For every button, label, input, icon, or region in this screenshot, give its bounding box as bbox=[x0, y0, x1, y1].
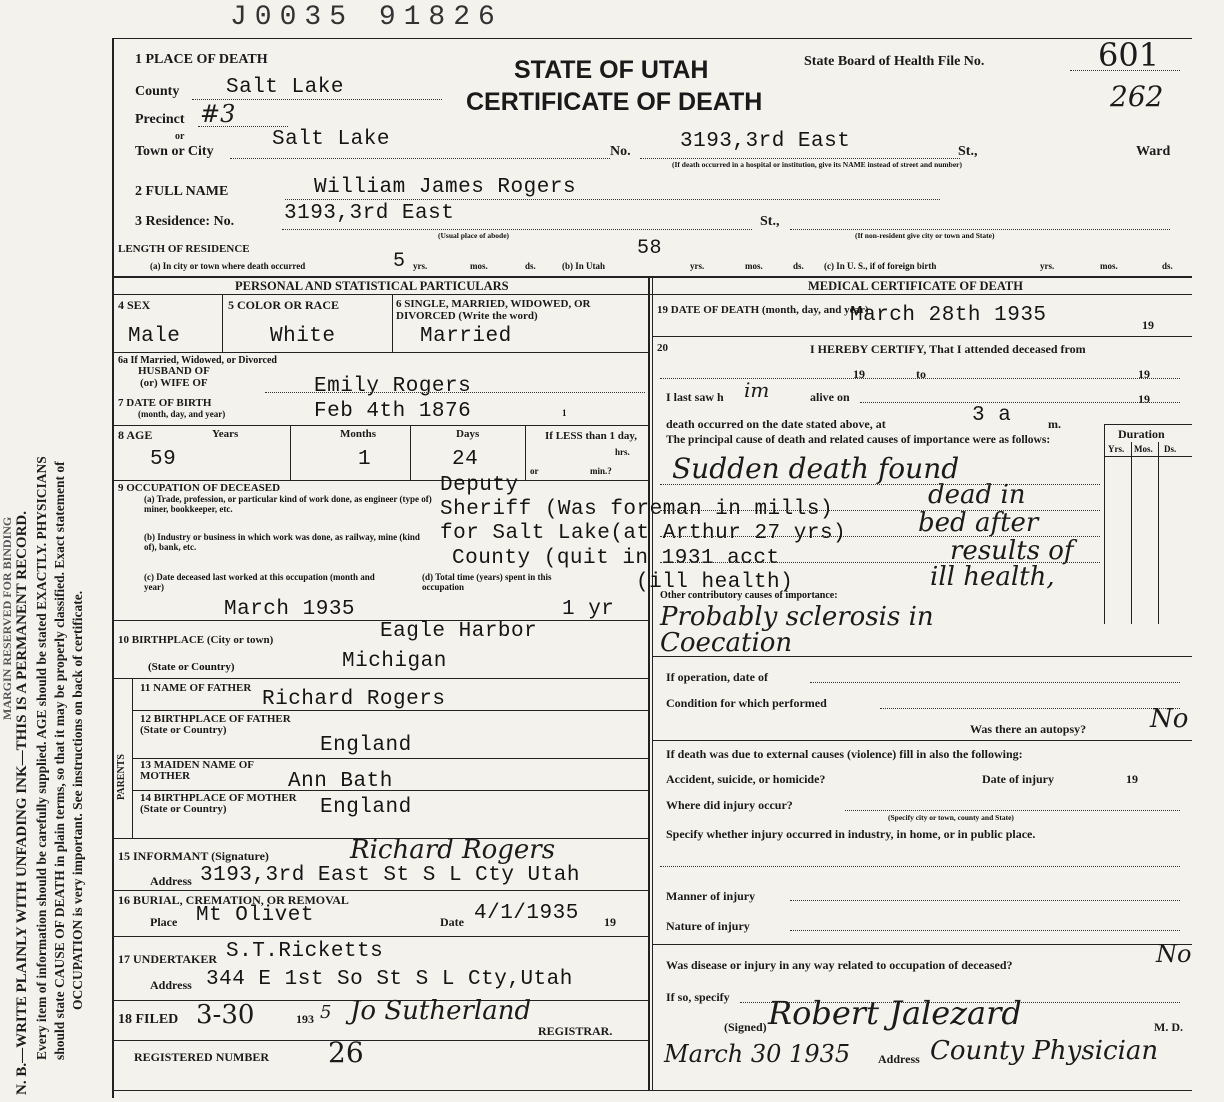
certify-nineteen-1: 19 bbox=[853, 367, 865, 381]
occurred-label: death occurred on the date stated above, at bbox=[666, 417, 886, 431]
age-less-label: If LESS than 1 day, bbox=[545, 430, 638, 442]
mother-value: Ann Bath bbox=[288, 770, 393, 793]
age-hrs: hrs. bbox=[615, 447, 630, 457]
alive-nineteen: 19 bbox=[1138, 392, 1150, 406]
medical-section-title: MEDICAL CERTIFICATE OF DEATH bbox=[808, 279, 1023, 293]
signature-date: March 30 1935 bbox=[664, 1040, 851, 1068]
operation-line bbox=[810, 682, 1180, 683]
spouse-label-c: (or) WIFE OF bbox=[140, 377, 208, 389]
autopsy-label: Was there an autopsy? bbox=[970, 722, 1087, 736]
father-value: Richard Rogers bbox=[262, 688, 446, 711]
row-line-18 bbox=[112, 1040, 648, 1041]
residence-city-years: 5 bbox=[393, 250, 406, 273]
age-or: or bbox=[530, 466, 539, 476]
dob-value: Feb 4th 1876 bbox=[314, 400, 472, 423]
undertaker-address-label: Address bbox=[150, 978, 192, 992]
sig-address-label: Address bbox=[878, 1052, 920, 1066]
med-line-cause bbox=[652, 656, 1192, 657]
burial-place-label: Place bbox=[150, 915, 178, 929]
informant-address-label: Address bbox=[150, 874, 192, 888]
occupation-line-5: (ill health) bbox=[636, 571, 794, 594]
last-saw-label: I last saw h bbox=[666, 390, 724, 404]
occupation-c: (c) Date deceased last worked at this occupation (month and year) bbox=[144, 572, 375, 592]
registrar-signature: Jo Sutherland bbox=[350, 996, 532, 1026]
precinct-value: #3 bbox=[200, 100, 236, 128]
nature-label: Nature of injury bbox=[666, 919, 750, 933]
duration-ds: Ds. bbox=[1164, 444, 1177, 454]
date-of-death: March 28th 1935 bbox=[850, 304, 1047, 327]
duration-div-1 bbox=[1131, 442, 1132, 624]
manner-line bbox=[790, 900, 1180, 901]
duration-header-line bbox=[1104, 456, 1192, 457]
file-number-line bbox=[1070, 70, 1180, 71]
dob-sub: (month, day, and year) bbox=[138, 409, 226, 419]
county-label: County bbox=[135, 84, 180, 99]
registered-number: 26 bbox=[328, 1036, 364, 1069]
burial-label: 16 BURIAL, CREMATION, OR REMOVAL bbox=[118, 893, 349, 907]
town-label: Town or City bbox=[135, 144, 214, 159]
color-divider bbox=[392, 294, 393, 352]
burial-date-label: Date bbox=[440, 915, 464, 929]
cause-3: bed after bbox=[918, 508, 1039, 538]
full-name-value: William James Rogers bbox=[314, 176, 577, 199]
date-of-death-label: 19 DATE OF DEATH (month, day, and year) bbox=[657, 304, 869, 316]
residence-label: 3 Residence: No. bbox=[135, 214, 235, 229]
certify-line bbox=[660, 378, 1180, 379]
contributory-1: Probably sclerosis in bbox=[660, 602, 934, 632]
occupation-label: 9 OCCUPATION OF DECEASED bbox=[118, 482, 281, 494]
ward-label: Ward bbox=[1136, 144, 1171, 159]
margin-instructions-3: OCCUPATION is very important. See instructions on back of certificate. bbox=[70, 590, 85, 1010]
cause-1: Sudden death found bbox=[672, 452, 960, 485]
informant-label: 15 INFORMANT (Signature) bbox=[118, 849, 269, 863]
spouse-value: Emily Rogers bbox=[314, 375, 472, 398]
time-m: m. bbox=[1048, 417, 1061, 431]
certify-to: to bbox=[916, 367, 926, 381]
residence-us-mos: mos. bbox=[1100, 261, 1118, 271]
spouse-label-a: 6a If Married, Widowed, or Divorced bbox=[118, 355, 277, 366]
full-name-label: 2 FULL NAME bbox=[135, 184, 229, 199]
st-label: St., bbox=[958, 144, 978, 159]
condition-line bbox=[880, 708, 1180, 709]
father-label: 11 NAME OF FATHER bbox=[140, 682, 252, 694]
specify-line bbox=[660, 866, 1180, 867]
cause-5: ill health, bbox=[930, 562, 1055, 592]
age-div-2 bbox=[410, 425, 411, 480]
row-line-8 bbox=[112, 480, 648, 481]
occupation-line-3: for Salt Lake(at Arthur 27 yrs) bbox=[440, 522, 847, 545]
signature-address: County Physician bbox=[930, 1036, 1159, 1066]
mother-birthplace-label: 14 BIRTHPLACE OF MOTHER (State or Country) bbox=[140, 792, 297, 815]
residence-ds: ds. bbox=[525, 261, 536, 271]
burial-nineteen: 19 bbox=[604, 915, 616, 929]
informant-signature: Richard Rogers bbox=[350, 835, 556, 865]
filed-date: 3-30 bbox=[196, 1000, 255, 1030]
certificate-title: CERTIFICATE OF DEATH bbox=[466, 88, 763, 116]
duration-left bbox=[1104, 424, 1105, 624]
father-birthplace-label: 12 BIRTHPLACE OF FATHER (State or Country) bbox=[140, 713, 291, 736]
marital-value: Married bbox=[420, 325, 512, 348]
age-months: 1 bbox=[358, 448, 372, 471]
contributory-2: Coecation bbox=[660, 628, 793, 658]
personal-section-title: PERSONAL AND STATISTICAL PARTICULARS bbox=[235, 279, 509, 293]
physician-signature: Robert Jalezard bbox=[768, 994, 1022, 1032]
registrar-label: REGISTRAR. bbox=[538, 1024, 613, 1038]
father-birthplace: England bbox=[320, 734, 412, 757]
occupation-b: (b) Industry or business in which work was done, as railway, mine (kind of), bank, etc. bbox=[144, 532, 420, 552]
row-line-7 bbox=[112, 425, 648, 426]
cause-line-2 bbox=[660, 510, 1100, 511]
md-label: M. D. bbox=[1154, 1020, 1183, 1034]
age-min: min.? bbox=[590, 466, 612, 476]
injury-date-label: Date of injury bbox=[982, 772, 1054, 786]
street-no-label: No. bbox=[610, 144, 631, 159]
place-of-death-label: 1 PLACE OF DEATH bbox=[135, 52, 268, 67]
where-note: (Specify city or town, county and State) bbox=[888, 813, 1014, 822]
residence-utah-label: (b) In Utah bbox=[562, 261, 606, 271]
marital-label: 6 SINGLE, MARRIED, WIDOWED, OR DIVORCED (Write the word) bbox=[396, 298, 591, 322]
related-label: Was disease or injury in any way related to occupation of deceased? bbox=[666, 958, 1013, 972]
or-label: or bbox=[175, 131, 185, 142]
margin-instructions-2: should state CAUSE OF DEATH in plain terms, so that it may be properly classified. Exact statement of bbox=[52, 461, 67, 1060]
row-line-10 bbox=[112, 678, 648, 679]
street-no-value: 3193,3rd East bbox=[680, 130, 851, 153]
accident-label: Accident, suicide, or homicide? bbox=[666, 772, 826, 786]
residence-utah-mos: mos. bbox=[745, 261, 763, 271]
occupation-a: (a) Trade, profession, or particular kind of work done, as engineer (type of) miner, bookkeeper, etc. bbox=[144, 494, 432, 514]
cause-4: results of bbox=[950, 536, 1074, 566]
contributory-label: Other contributory causes of importance: bbox=[660, 590, 838, 601]
file-number: 601 bbox=[1098, 36, 1160, 74]
frame-left bbox=[112, 38, 114, 1098]
filed-year-pre: 193 bbox=[296, 1012, 314, 1026]
row-line-15 bbox=[112, 890, 648, 891]
birthplace-state: Michigan bbox=[342, 650, 447, 673]
row-line-11 bbox=[132, 710, 648, 711]
spouse-label-b: HUSBAND OF bbox=[138, 365, 210, 377]
file-number-sub: 262 bbox=[1110, 80, 1164, 113]
cause-line-1 bbox=[660, 484, 1100, 485]
duration-top bbox=[1104, 424, 1192, 425]
cause-line-3 bbox=[660, 536, 1100, 537]
parents-label: PARENTS bbox=[116, 754, 127, 800]
margin-instructions-1: Every item of information should be carefully supplied. AGE should be stated EXACTLY. PHYSICIANS bbox=[34, 456, 49, 1060]
precinct-label: Precinct bbox=[135, 112, 185, 127]
duration-div-2 bbox=[1158, 442, 1159, 624]
residence-yrs: yrs. bbox=[413, 261, 428, 271]
age-label: 8 AGE bbox=[118, 428, 153, 442]
age-div-3 bbox=[525, 425, 526, 480]
occupation-d: (d) Total time (years) spent in this occupation bbox=[422, 572, 552, 592]
center-divider-2 bbox=[652, 276, 653, 1091]
if-so-label: If so, specify bbox=[666, 990, 730, 1004]
registered-number-label: REGISTERED NUMBER bbox=[134, 1050, 270, 1064]
undertaker-label: 17 UNDERTAKER bbox=[118, 952, 218, 966]
cause-label: The principal cause of death and related causes of importance were as follows: bbox=[666, 434, 1051, 446]
length-of-residence-label: LENGTH OF RESIDENCE bbox=[118, 243, 250, 255]
burial-place: Mt Olivet bbox=[196, 904, 314, 927]
condition-label: Condition for which performed bbox=[666, 696, 827, 710]
nature-line bbox=[790, 930, 1180, 931]
town-value: Salt Lake bbox=[272, 128, 390, 151]
birthplace-city: Eagle Harbor bbox=[380, 620, 538, 643]
residence-st-line bbox=[790, 229, 1170, 230]
injury-nineteen: 19 bbox=[1126, 772, 1138, 786]
filed-label: 18 FILED bbox=[118, 1012, 179, 1027]
dod-nineteen: 19 bbox=[1142, 318, 1154, 332]
burial-date: 4/1/1935 bbox=[474, 902, 579, 925]
residence-us-yrs: yrs. bbox=[1040, 261, 1055, 271]
med-line-injury bbox=[652, 944, 1192, 945]
alive-line bbox=[860, 402, 1180, 403]
occupation-line-2: Sheriff (Was foreman in mills) bbox=[440, 498, 834, 521]
file-stamp: J0035 91826 bbox=[230, 2, 503, 33]
dob-one: 1 bbox=[562, 408, 567, 418]
specify-label: Specify whether injury occurred in industry, in home, or in public place. bbox=[666, 827, 1036, 841]
certify-number: 20 bbox=[657, 342, 668, 354]
age-days: 24 bbox=[452, 448, 479, 471]
color-value: White bbox=[270, 325, 336, 348]
mother-label: 13 MAIDEN NAME OF MOTHER bbox=[140, 759, 254, 782]
town-line bbox=[230, 158, 610, 159]
residence-city-label: (a) In city or town where death occurred bbox=[150, 261, 306, 271]
hospital-note: (If death occurred in a hospital or institution, give its NAME instead of street and number) bbox=[672, 160, 963, 169]
row-line-13 bbox=[132, 790, 648, 791]
row-line-6 bbox=[112, 352, 648, 353]
duration-yrs: Yrs. bbox=[1108, 444, 1125, 454]
nonresident-note: (If non-resident give city or town and State) bbox=[855, 231, 995, 240]
occupation-line-1: Deputy bbox=[440, 474, 519, 497]
state-title: STATE OF UTAH bbox=[514, 56, 709, 84]
last-saw-hand: im bbox=[744, 378, 770, 402]
where-label: Where did injury occur? bbox=[666, 798, 793, 812]
age-days-label: Days bbox=[456, 428, 480, 440]
certify-text: I HEREBY CERTIFY, That I attended deceased from bbox=[810, 342, 1086, 356]
margin-binding: MARGIN RESERVED FOR BINDING bbox=[0, 516, 14, 720]
undertaker-address: 344 E 1st So St S L Cty,Utah bbox=[206, 968, 573, 991]
duration-mos: Mos. bbox=[1134, 444, 1153, 454]
last-worked: March 1935 bbox=[224, 598, 356, 621]
residence-st-label: St., bbox=[760, 214, 780, 229]
residence-utah-ds: ds. bbox=[793, 261, 804, 271]
residence-line bbox=[282, 229, 752, 230]
certify-nineteen-2: 19 bbox=[1138, 367, 1150, 381]
related-answer: No bbox=[1156, 940, 1192, 968]
operation-label: If operation, date of bbox=[666, 670, 768, 684]
external-label: If death was due to external causes (violence) fill in also the following: bbox=[666, 747, 1023, 761]
margin-notice: N. B.—WRITE PLAINLY WITH UNFADING INK—THIS IS A PERMANENT RECORD. bbox=[14, 511, 30, 1095]
sex-label: 4 SEX bbox=[118, 298, 151, 312]
precinct-line bbox=[198, 126, 288, 127]
sex-divider bbox=[222, 294, 223, 352]
duration-label: Duration bbox=[1118, 427, 1165, 441]
med-line-autopsy bbox=[652, 740, 1192, 741]
occupation-line-4: County (quit in 1931 acct bbox=[452, 547, 780, 570]
street-no-line bbox=[640, 158, 960, 159]
residence-utah-years: 58 bbox=[637, 237, 663, 260]
file-number-label: State Board of Health File No. bbox=[804, 54, 985, 69]
frame-bottom bbox=[112, 1090, 1192, 1091]
mother-birthplace: England bbox=[320, 796, 412, 819]
birthplace-state-label: (State or Country) bbox=[148, 661, 235, 673]
row-line-16 bbox=[112, 936, 648, 937]
cause-2: dead in bbox=[928, 480, 1026, 510]
undertaker-value: S.T.Ricketts bbox=[226, 940, 384, 963]
time-of-death: 3 a bbox=[972, 404, 1012, 427]
dob-label: 7 DATE OF BIRTH bbox=[118, 397, 212, 409]
autopsy-answer: No bbox=[1150, 704, 1189, 734]
county-value: Salt Lake bbox=[226, 76, 344, 99]
full-name-line bbox=[285, 199, 940, 200]
residence-value: 3193,3rd East bbox=[284, 202, 455, 225]
center-divider bbox=[648, 276, 650, 1091]
age-years-label: Years bbox=[212, 428, 239, 440]
signed-label: (Signed) bbox=[724, 1020, 767, 1034]
total-time: 1 yr bbox=[562, 598, 615, 621]
manner-label: Manner of injury bbox=[666, 889, 756, 903]
cause-line-4 bbox=[660, 562, 1100, 563]
alive-on-label: alive on bbox=[810, 390, 850, 404]
color-label: 5 COLOR OR RACE bbox=[228, 298, 340, 312]
residence-us-label: (c) In U. S., if of foreign birth bbox=[824, 261, 937, 271]
residence-us-ds: ds. bbox=[1162, 261, 1173, 271]
spouse-line bbox=[265, 392, 645, 393]
age-months-label: Months bbox=[340, 428, 377, 440]
med-line-19 bbox=[652, 336, 1192, 337]
abode-note: (Usual place of abode) bbox=[438, 231, 510, 240]
frame-top bbox=[112, 38, 1192, 39]
age-years: 59 bbox=[150, 448, 177, 471]
age-div-1 bbox=[290, 425, 291, 480]
sex-value: Male bbox=[128, 325, 181, 348]
where-line bbox=[845, 810, 1180, 811]
residence-mos: mos. bbox=[470, 261, 488, 271]
residence-utah-yrs: yrs. bbox=[690, 261, 705, 271]
left-margin bbox=[0, 0, 112, 1102]
birthplace-label: 10 BIRTHPLACE (City or town) bbox=[118, 634, 274, 646]
filed-year: 5 bbox=[320, 1002, 332, 1023]
informant-address: 3193,3rd East St S L Cty Utah bbox=[200, 864, 580, 887]
